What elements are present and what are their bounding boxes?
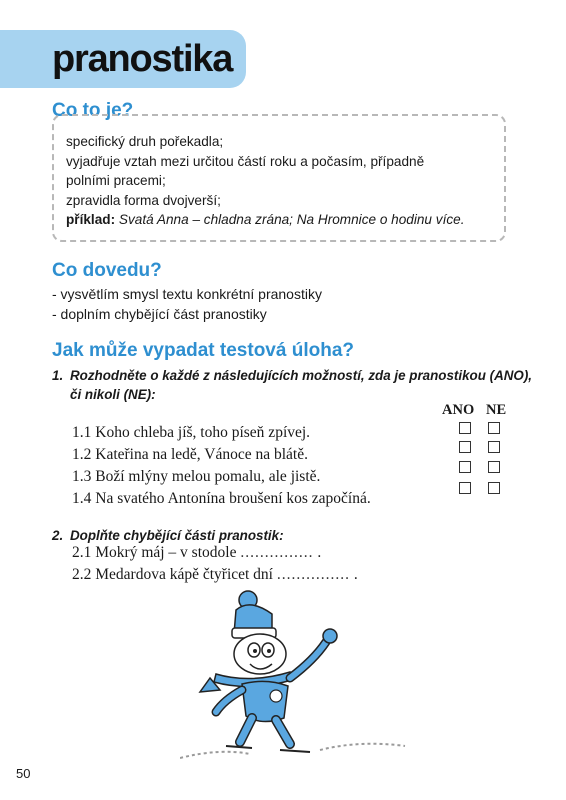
item-end: . <box>353 566 358 583</box>
task-1-item: 1.4 Na svatého Antonína broušení kos započíná. <box>72 490 371 507</box>
section-heading-can-do: Co dovedu? <box>52 260 162 281</box>
checkbox-no-2[interactable] <box>488 441 500 453</box>
example-line <box>66 210 464 230</box>
answer-blank[interactable]: ............... <box>276 566 350 583</box>
answer-blank[interactable]: ............... <box>240 544 314 561</box>
page-number: 50 <box>16 766 31 781</box>
column-header-yes: ANO <box>442 402 475 418</box>
task-2-item-text: 2.2 Medardova kápě čtyřicet dní <box>72 566 273 583</box>
checkbox-yes-3[interactable] <box>459 461 471 473</box>
column-header-no: NE <box>486 402 507 418</box>
checkbox-no-3[interactable] <box>488 461 500 473</box>
item-end: . <box>317 544 322 561</box>
task-2-item <box>72 544 321 562</box>
task-1-instruction <box>52 366 532 404</box>
task-1-item: 1.3 Boží mlýny melou pomalu, ale jistě. <box>72 468 321 485</box>
checkbox-no-1[interactable] <box>488 422 500 434</box>
definition-line: zpravidla forma dvojverší; <box>66 192 221 208</box>
task-1-item: 1.1 Koho chleba jíš, toho píseň zpívej. <box>72 424 311 441</box>
checkbox-yes-1[interactable] <box>459 422 471 434</box>
example-label: příklad: <box>66 212 116 228</box>
task-2-instruction <box>52 526 284 545</box>
definition-line: polními pracemi; <box>66 173 166 189</box>
task-text: Doplňte chybějící části pranostik: <box>70 528 284 543</box>
definition-text <box>66 132 464 230</box>
skills-list <box>52 284 322 324</box>
task-number: 1. <box>52 368 64 383</box>
page-title: pranostika <box>52 38 233 80</box>
checkbox-yes-2[interactable] <box>459 441 471 453</box>
task-text: Rozhodněte o každé z následujících možností, zda je pranostikou (ANO), <box>70 368 533 383</box>
section-heading-test-task: Jak může vypadat testová úloha? <box>52 340 354 361</box>
list-item: - doplním chybějící část pranostiky <box>52 306 267 322</box>
definition-line: vyjadřuje vztah mezi určitou částí roku a počasím, případně <box>66 153 425 169</box>
list-item: - vysvětlím smysl textu konkrétní pranostiky <box>52 286 322 302</box>
definition-line: specifický druh pořekadla; <box>66 134 224 149</box>
task-1-item: 1.2 Kateřina na ledě, Vánoce na blátě. <box>72 446 308 463</box>
task-text-continued: či nikoli (NE): <box>70 387 156 402</box>
ice-skater-illustration <box>180 580 410 770</box>
task-2-item-text: 2.1 Mokrý máj – v stodole <box>72 544 237 561</box>
section-heading-what-is-it: Co to je? <box>52 100 134 121</box>
example-text: Svatá Anna – chladna zrána; Na Hromnice o hodinu více. <box>118 212 465 228</box>
checkbox-no-4[interactable] <box>488 482 500 494</box>
task-number: 2. <box>52 528 64 543</box>
checkbox-yes-4[interactable] <box>459 482 471 494</box>
